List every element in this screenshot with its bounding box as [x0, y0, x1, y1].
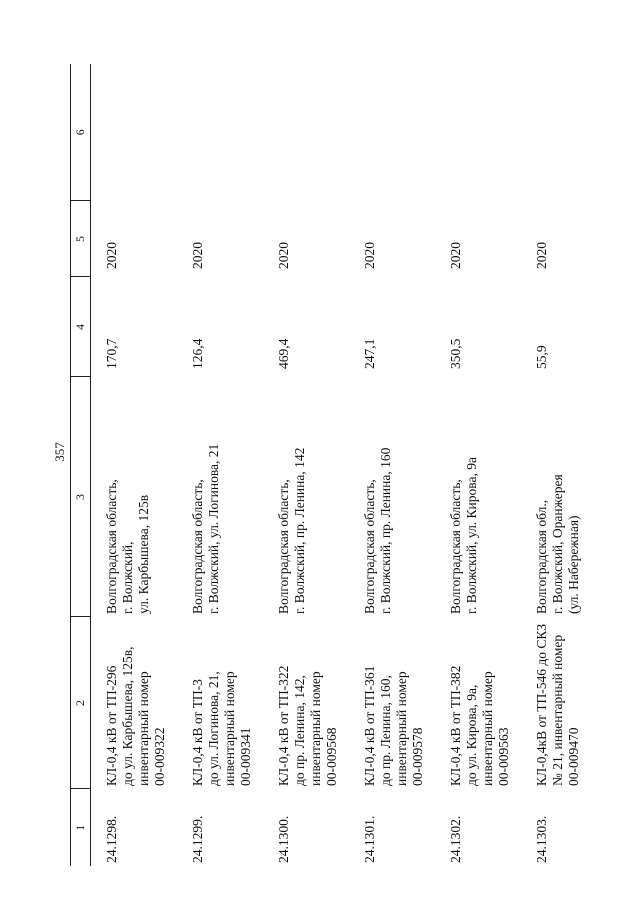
row-number: 24.1303.	[534, 815, 549, 863]
column-header-1: 1	[71, 789, 91, 866]
object-name: КЛ-0,4 кВ от ТП-296 до ул. Карбышева, 125в, инвентарный номер 00-009322	[104, 646, 167, 786]
row-number: 24.1300.	[276, 815, 291, 863]
row-number: 24.1298.	[104, 815, 119, 863]
page-number: 357	[52, 442, 67, 462]
object-value: 170,7	[104, 338, 119, 369]
object-year: 2020	[104, 242, 119, 269]
object-name: КЛ-0,4 кВ от ТП-3 до ул. Логинова, 21, инвентарный номер 00-009341	[190, 671, 253, 786]
column-header-4: 4	[71, 277, 91, 377]
object-extra	[91, 64, 178, 201]
object-value: 247,1	[362, 338, 377, 369]
object-extra	[435, 64, 521, 201]
object-value: 469,4	[276, 338, 291, 369]
table-row	[177, 64, 263, 866]
table-row	[435, 64, 521, 866]
object-address: Волгоградская область, г. Волжский, пр. Ленина, 142	[276, 447, 307, 614]
column-header-2: 2	[71, 617, 91, 789]
object-value: 126,4	[190, 338, 205, 369]
object-year: 2020	[448, 242, 463, 269]
rotated-table-container	[70, 64, 610, 866]
header-row	[71, 64, 91, 866]
object-year: 2020	[276, 242, 291, 269]
object-value: 55,9	[534, 345, 549, 369]
object-name: КЛ-0,4 кВ от ТП-361 до пр. Ленина, 160, инвентарный номер 00-009578	[362, 665, 425, 786]
object-address: Волгоградская область, г. Волжский, ул. Карбышева, 125в	[104, 479, 151, 614]
object-address: Волгоградская область, г. Волжский, ул. Логинова, 21	[190, 443, 221, 614]
object-extra	[349, 64, 435, 201]
object-address: Волгоградская обл., г. Волжский, Оранжерея (ул. Набережная)	[534, 474, 581, 614]
object-name: КЛ-0,4кВ от ТП-546 до СКЗ № 21, инвентарный номер 00-009470	[534, 623, 581, 786]
object-extra	[177, 64, 263, 201]
registry-table	[70, 64, 607, 866]
object-year: 2020	[534, 242, 549, 269]
object-address: Волгоградская область, г. Волжский, ул. Кирова, 9а	[448, 457, 479, 614]
column-header-3: 3	[71, 377, 91, 617]
object-year: 2020	[362, 242, 377, 269]
row-number: 24.1299.	[190, 815, 205, 863]
table-row	[263, 64, 349, 866]
object-name: КЛ-0,4 кВ от ТП-382 до ул. Кирова, 9а, инвентарный номер 00-009563	[448, 665, 511, 786]
object-value: 350,5	[448, 338, 463, 369]
table-row	[521, 64, 607, 866]
row-number: 24.1302.	[448, 815, 463, 863]
object-extra	[263, 64, 349, 201]
object-address: Волгоградская область, г. Волжский, пр. Ленина, 160	[362, 447, 393, 614]
table-row	[91, 64, 178, 866]
table-row	[349, 64, 435, 866]
column-header-5: 5	[71, 201, 91, 277]
object-extra	[521, 64, 607, 201]
column-header-6: 6	[71, 64, 91, 201]
object-name: КЛ-0,4 кВ от ТП-322 до пр. Ленина, 142, инвентарный номер 00-009568	[276, 665, 339, 786]
object-year: 2020	[190, 242, 205, 269]
row-number: 24.1301.	[362, 815, 377, 863]
